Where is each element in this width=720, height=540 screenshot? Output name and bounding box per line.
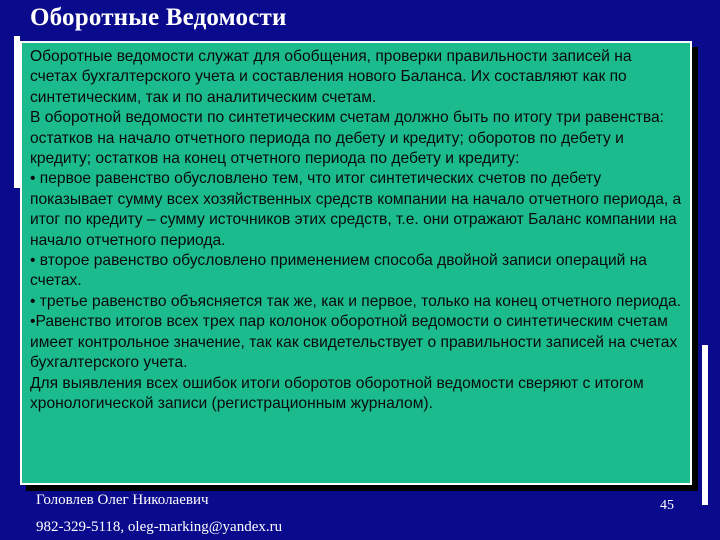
content-box	[20, 41, 692, 485]
footer-contact: 982-329-5118, oleg-marking@yandex.ru	[36, 519, 283, 535]
right-accent-bar	[702, 345, 708, 505]
paragraph-intro: Оборотные ведомости служат для обобщения, проверки правильности записей на счетах бухгалтерского учета и составления нового Баланса. Их составляют как по синтетическим, так и по аналитическим счетам.	[30, 48, 632, 106]
footer-author: Головлев Олег Николаевич	[36, 492, 209, 508]
bullet-second-equality: • второе равенство обусловлено применением способа двойной записи операций на счетах.	[30, 252, 647, 290]
bullet-third-equality: • третье равенство объясняется так же, как и первое, только на конец отчетного периода.	[30, 292, 681, 310]
bullet-first-equality: • первое равенство обусловлено тем, что итог синтетических счетов по дебету показывает сумму всех хозяйственных средств компании на начало отчетного периода, а итог по кредиту – сумму источников этих средств, т.е. они отражают Баланс компании на начало отчетного периода.	[30, 170, 682, 249]
paragraph-error-detection: Для выявления всех ошибок итоги оборотов оборотной ведомости сверяют с итогом хронологической записи (регистрационным журналом).	[30, 374, 644, 412]
paragraph-equalities: В оборотной ведомости по синтетическим счетам должно быть по итогу три равенства: остатков на начало отчетного периода по дебету и кредиту; оборотов по дебету и кредиту; остатков на конец отчетного периода по дебету и кредиту:	[30, 109, 664, 168]
page-number: 45	[660, 498, 674, 513]
slide-title: Оборотные Ведомости	[30, 4, 287, 31]
bullet-control-value: •Равенство итогов всех трех пар колонок оборотной ведомости о синтетическим счетам имеет контрольное значение, так как свидетельствует о правильности записей на счетах бухгалтерского учета.	[30, 313, 678, 372]
